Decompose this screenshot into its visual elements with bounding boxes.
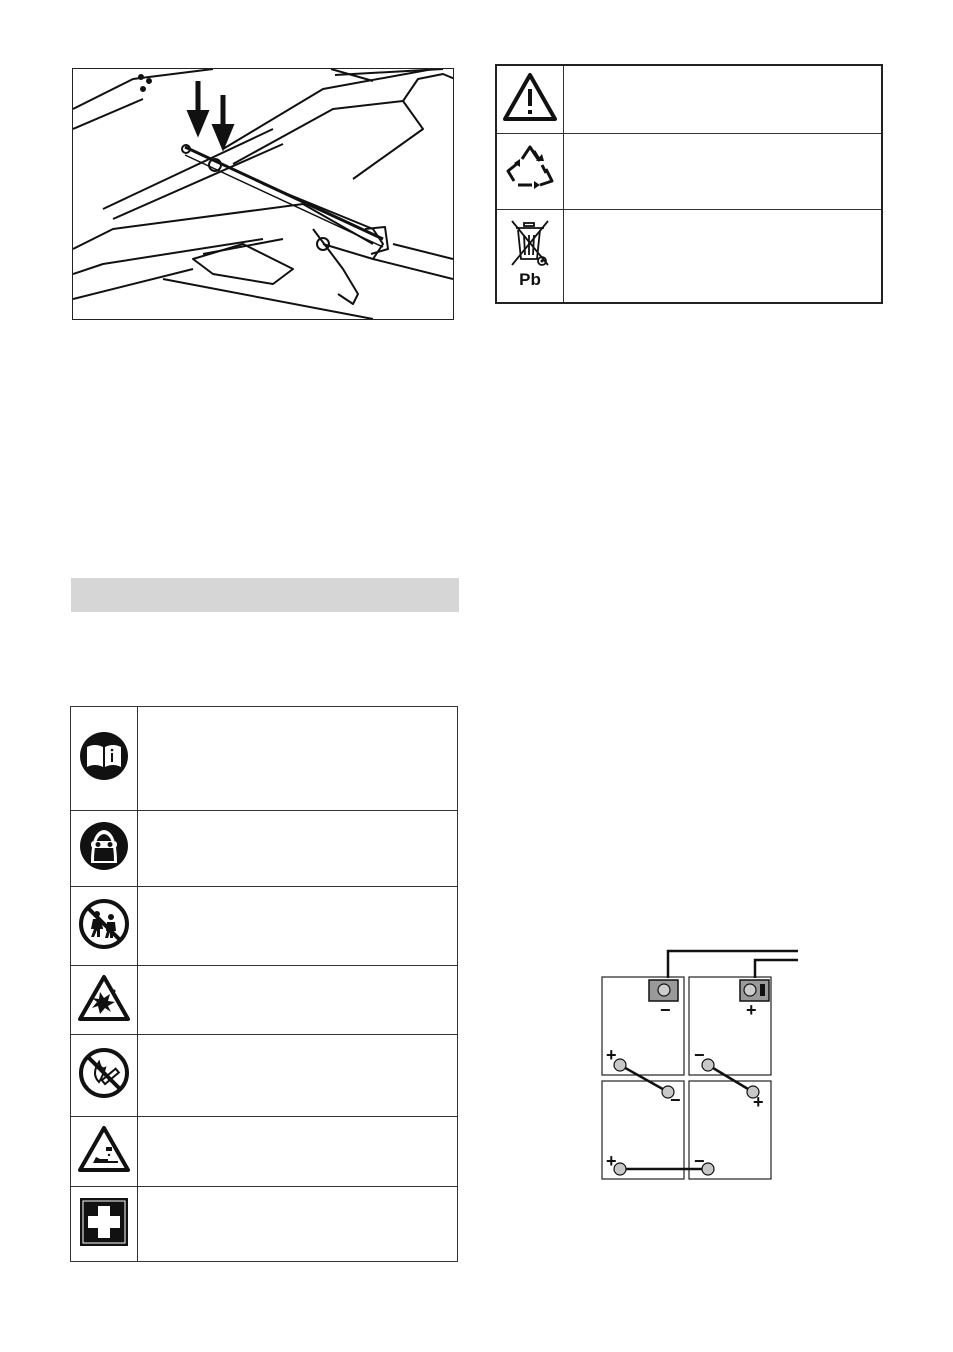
first-aid-icon — [79, 1197, 129, 1247]
axle-mount-drawing — [73, 69, 454, 320]
polarity-mark: − — [694, 1045, 705, 1065]
symbol-text — [138, 887, 458, 966]
symbol-cell — [71, 1117, 138, 1187]
symbol-text — [138, 1035, 458, 1117]
polarity-mark: − — [660, 1000, 671, 1020]
assembly-illustration — [72, 68, 454, 320]
symbol-text — [138, 1117, 458, 1187]
symbol-cell — [71, 1187, 138, 1262]
corrosive-hazard-icon — [78, 1125, 130, 1173]
symbol-row — [71, 966, 458, 1035]
symbol-text — [138, 966, 458, 1035]
battery-wiring-diagram — [598, 945, 808, 1185]
symbol-row — [496, 65, 882, 133]
section-heading — [71, 578, 459, 594]
polarity-mark: − — [694, 1151, 705, 1171]
lead-label: Pb — [519, 270, 541, 290]
symbol-row — [71, 811, 458, 887]
recycling-icon — [502, 141, 558, 197]
section-heading-bar — [71, 578, 459, 612]
symbol-row — [496, 133, 882, 209]
arrow-down-icon — [188, 81, 208, 135]
symbol-text — [138, 811, 458, 887]
explosion-hazard-icon — [78, 974, 130, 1022]
symbol-cell — [496, 65, 564, 133]
symbol-cell — [496, 209, 564, 303]
polarity-mark: + — [753, 1092, 764, 1112]
symbol-text — [564, 209, 883, 303]
symbol-row — [496, 209, 882, 303]
polarity-mark: + — [606, 1151, 617, 1171]
symbol-cell — [71, 811, 138, 887]
symbol-text — [138, 1187, 458, 1262]
polarity-mark: − — [670, 1090, 681, 1110]
disposal-symbols-table — [495, 64, 883, 304]
symbol-text — [564, 65, 883, 133]
no-children-icon — [79, 899, 129, 949]
warning-icon — [502, 71, 558, 123]
symbol-row — [71, 1117, 458, 1187]
symbol-row — [71, 1035, 458, 1117]
no-fire-smoking-icon — [79, 1048, 129, 1098]
symbol-cell — [71, 887, 138, 966]
arrow-down-icon — [213, 95, 233, 149]
no-bin-disposal-icon — [502, 215, 558, 291]
symbol-cell — [71, 707, 138, 811]
symbol-text — [564, 133, 883, 209]
symbol-text — [138, 707, 458, 811]
symbol-cell — [496, 133, 564, 209]
wiring-svg — [598, 945, 808, 1185]
wear-goggles-icon — [79, 821, 129, 871]
symbol-cell — [71, 966, 138, 1035]
symbol-row — [71, 1187, 458, 1262]
arrow-group — [188, 81, 233, 149]
polarity-mark: + — [746, 1000, 757, 1020]
safety-symbols-table — [70, 706, 458, 1262]
symbol-cell — [71, 1035, 138, 1117]
symbol-row — [71, 707, 458, 811]
polarity-mark: + — [606, 1045, 617, 1065]
read-manual-icon — [79, 731, 129, 781]
symbol-row — [71, 887, 458, 966]
